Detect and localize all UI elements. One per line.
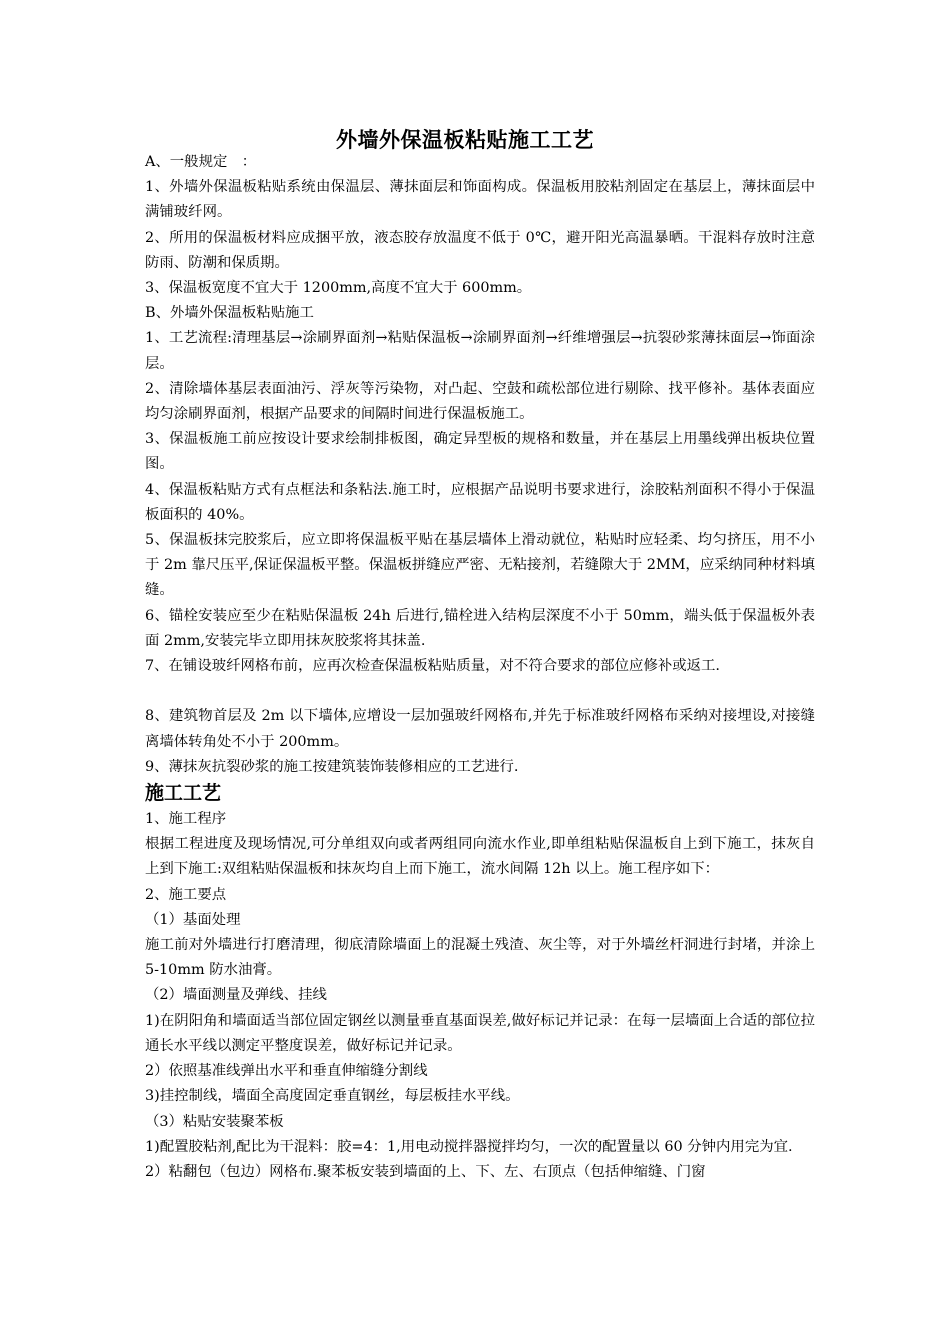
- blank-line: [145, 679, 815, 704]
- paragraph: 1、工艺流程:清理基层→涂刷界面剂→粘贴保温板→涂刷界面剂→纤维增强层→抗裂砂浆薄抹面层→饰面涂层。: [145, 330, 815, 372]
- paragraph: 7、在铺设玻纤网格布前，应再次检查保温板粘贴质量，对不符合要求的部位应修补或返工.: [145, 658, 720, 675]
- section-heading: 施工工艺: [145, 782, 222, 805]
- paragraph: 3、保温板宽度不宜大于 1200mm,高度不宜大于 600mm。: [145, 280, 532, 297]
- paragraph: 根据工程进度及现场情况,可分单组双向或者两组同向流水作业,即单组粘贴保温板自上到下施工，抹灰自上到下施工:双组粘贴保温板和抹灰均自上而下施工，流水间隔 12h 以上。施工程序如下：: [145, 836, 815, 878]
- paragraph: 9、薄抹灰抗裂砂浆的施工按建筑装饰装修相应的工艺进行.: [145, 758, 519, 775]
- paragraph-general-rules: A、一般规定 ：: [145, 154, 257, 170]
- paragraph: 1)配置胶粘剂,配比为干混料：胶=4：1,用电动搅拌器搅拌均匀，一次的配置量以 60 分钟内用完为宜.: [145, 1138, 793, 1155]
- paragraph: 2、清除墙体基层表面油污、浮灰等污染物，对凸起、空鼓和疏松部位进行剔除、找平修补。基体表面应均匀涂刷界面剂，根据产品要求的间隔时间进行保温板施工。: [145, 380, 815, 423]
- paragraph: 1)在阴阳角和墙面适当部位固定钢丝以测量垂直基面误差,做好标记并记录：在每一层墙面上合适的部位拉通长水平线以测定平整度误差，做好标记并记录。: [145, 1012, 815, 1054]
- paragraph: （3）粘贴安装聚苯板: [145, 1113, 284, 1130]
- document-title: 外墙外保温板粘贴施工工艺: [336, 127, 594, 152]
- paragraph: 施工前对外墙进行打磨清理，彻底清除墙面上的混凝土残渣、灰尘等，对于外墙丝杆洞进行封堵，并涂上 5-10mm 防水油膏。: [145, 937, 815, 979]
- paragraph: 8、建筑物首层及 2m 以下墙体,应增设一层加强玻纤网格布,并先于标准玻纤网格布采纳对接埋设,对接缝离墙体转角处不小于 200mm。: [145, 708, 815, 750]
- paragraph: （1）基面处理: [145, 911, 241, 928]
- paragraph: 1、施工程序: [145, 811, 227, 828]
- document-body: [145, 150, 815, 1185]
- paragraph: （2）墙面测量及弹线、挂线: [145, 987, 327, 1004]
- paragraph: 3、保温板施工前应按设计要求绘制排板图，确定异型板的规格和数量，并在基层上用墨线弹出板块位置图。: [145, 431, 815, 473]
- paragraph-construction-heading: B、外墙外保温板粘贴施工: [145, 305, 314, 322]
- paragraph: 1、外墙外保温板粘贴系统由保温层、薄抹面层和饰面构成。保温板用胶粘剂固定在基层上，薄抹面层中满铺玻纤网。: [145, 179, 815, 221]
- paragraph: 4、保温板粘贴方式有点框法和条粘法.施工时，应根据产品说明书要求进行，涂胶粘剂面积不得小于保温板面积的 40%。: [145, 481, 815, 523]
- paragraph: 2、施工要点: [145, 886, 227, 903]
- paragraph: 3)挂控制线，墙面全高度固定垂直钢丝，每层板挂水平线。: [145, 1088, 520, 1105]
- paragraph: 6、锚栓安装应至少在粘贴保温板 24h 后进行,锚栓进入结构层深度不小于 50mm，端头低于保温板外表面 2mm,安装完毕立即用抹灰胶浆将其抹盖.: [145, 607, 815, 649]
- paragraph: 2）粘翻包（包边）网格布.聚苯板安装到墙面的上、下、左、右顶点（包括伸缩缝、门窗: [145, 1163, 706, 1180]
- paragraph: 5、保温板抹完胶浆后，应立即将保温板平贴在基层墙体上滑动就位，粘贴时应轻柔、均匀挤压，用不小于 2m 靠尺压平,保证保温板平整。保温板拼缝应严密、无粘接剂，若缝隙大于 2MM，应采纳同种材料填缝。: [145, 532, 815, 599]
- paragraph: 2、所用的保温板材料应成捆平放，液态胶存放温度不低于 0℃，避开阳光高温暴晒。干混料存放时注意防雨、防潮和保质期。: [145, 229, 815, 271]
- paragraph: 2）依照基准线弹出水平和垂直伸缩缝分割线: [145, 1063, 428, 1080]
